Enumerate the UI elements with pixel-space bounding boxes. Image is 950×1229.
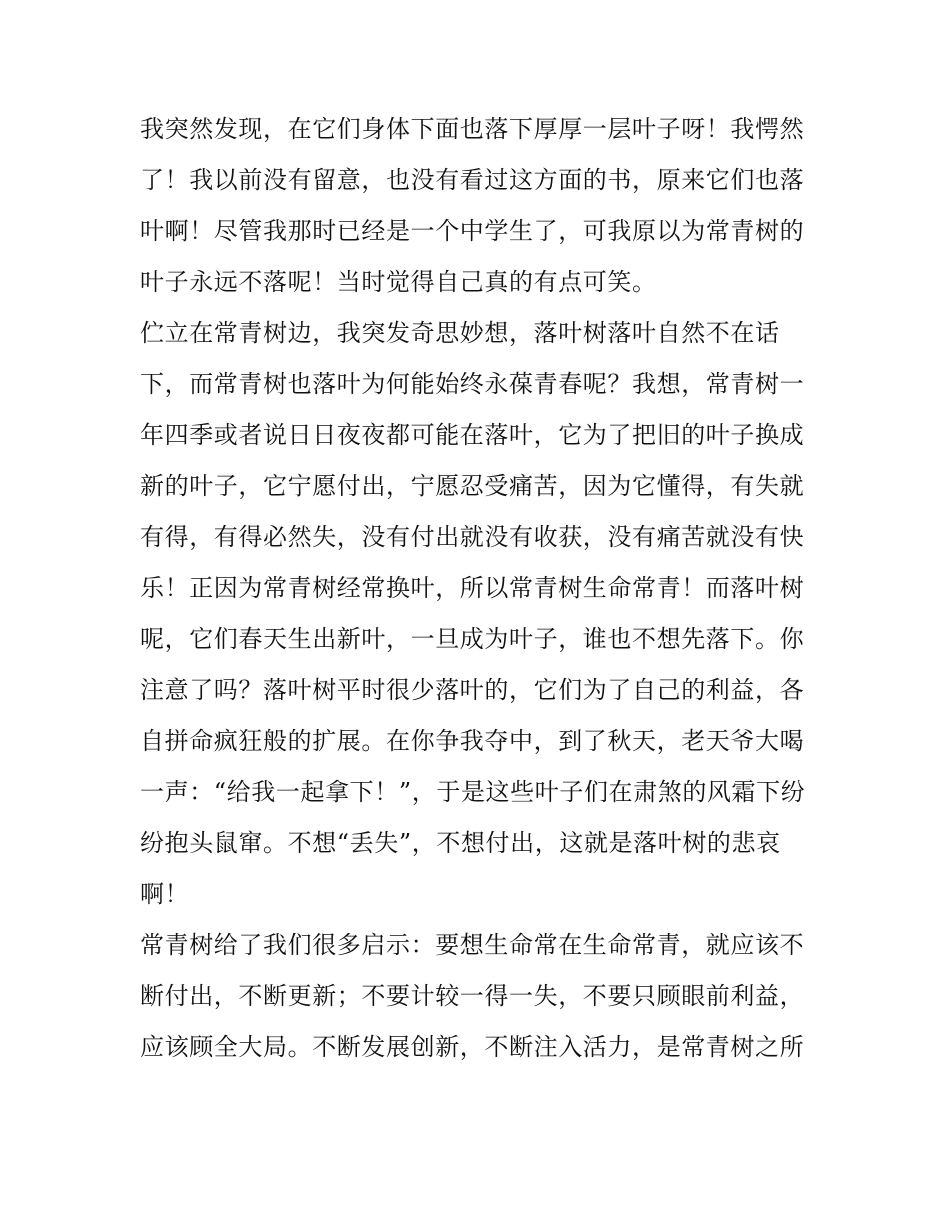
text-line: 叶子永远不落呢！当时觉得自己真的有点可笑。	[140, 268, 657, 296]
text-line: 纷抱头鼠窜。不想“丢失”，不想付出，这就是落叶树的悲哀	[140, 829, 781, 857]
text-line: 常青树给了我们很多启示：要想生命常在生命常青，就应该不	[140, 931, 805, 959]
text-line: 我突然发现，在它们身体下面也落下厚厚一层叶子呀！我愕然	[140, 115, 805, 143]
text-line: 乐！正因为常青树经常换叶，所以常青树生命常青！而落叶树	[140, 574, 805, 602]
text-line: 注意了吗？落叶树平时很少落叶的，它们为了自己的利益，各	[140, 676, 805, 704]
text-line: 伫立在常青树边，我突发奇思妙想，落叶树落叶自然不在话	[140, 319, 780, 347]
text-line: 年四季或者说日日夜夜都可能在落叶，它为了把旧的叶子换成	[140, 421, 805, 449]
text-line: 有得，有得必然失，没有付出就没有收获，没有痛苦就没有快	[140, 523, 805, 551]
text-line: 啊！	[140, 880, 190, 908]
text-line: 呢，它们春天生出新叶，一旦成为叶子，谁也不想先落下。你	[140, 625, 805, 653]
text-line: 下，而常青树也落叶为何能始终永葆青春呢？我想，常青树一	[140, 370, 805, 398]
text-line: 断付出，不断更新；不要计较一得一失，不要只顾眼前利益，	[140, 982, 805, 1010]
text-line: 应该顾全大局。不断发展创新，不断注入活力，是常青树之所	[140, 1033, 805, 1061]
text-line: 了！我以前没有留意，也没有看过这方面的书，原来它们也落	[140, 166, 805, 194]
text-line: 自拼命疯狂般的扩展。在你争我夺中，到了秋天，老天爷大喝	[140, 727, 805, 755]
body-text	[140, 104, 820, 1073]
text-line: 一声：“给我一起拿下！”，于是这些叶子们在肃煞的风霜下纷	[140, 778, 806, 806]
text-line: 新的叶子，它宁愿付出，宁愿忍受痛苦，因为它懂得，有失就	[140, 472, 805, 500]
text-line: 叶啊！尽管我那时已经是一个中学生了，可我原以为常青树的	[140, 217, 805, 245]
